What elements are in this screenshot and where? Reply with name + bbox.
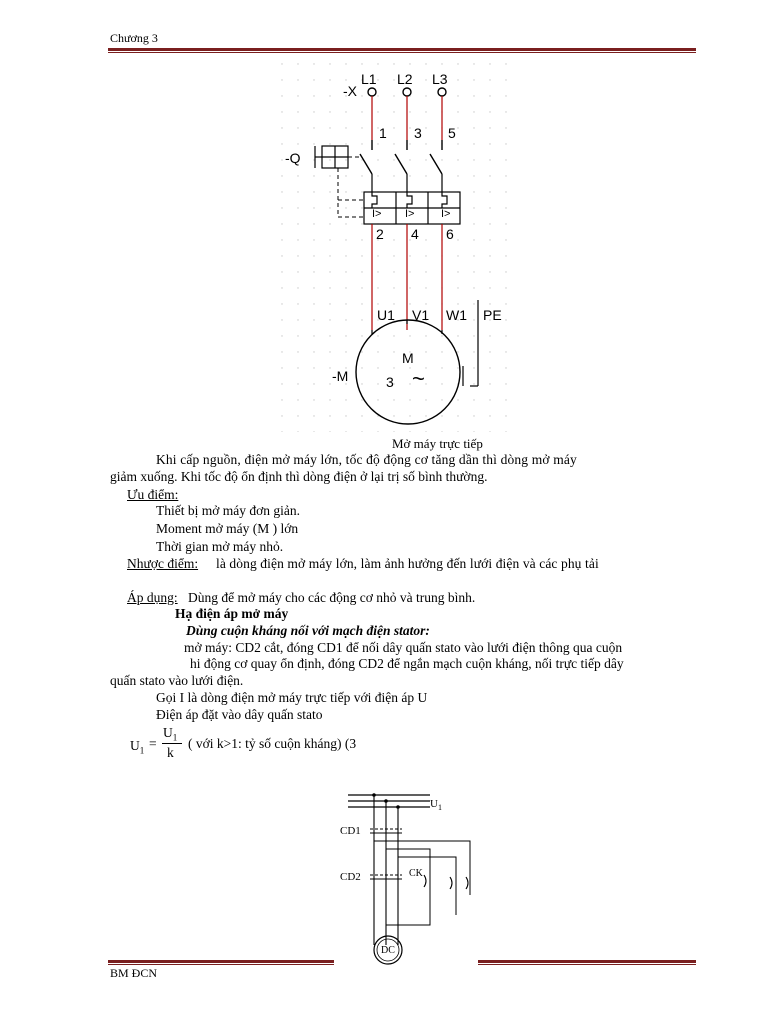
section-title: Hạ điện áp mở máy — [175, 606, 289, 621]
definition-line: Gọi I là dòng điện mở máy trực tiếp với điện áp U — [156, 690, 428, 705]
switch-q-label: -Q — [285, 150, 301, 166]
pe-label: PE — [483, 307, 502, 323]
l1-label: L1 — [361, 71, 377, 87]
paragraph-2-line-3: quấn stato vào lưới điện. — [110, 673, 244, 688]
disadvantages-text: là dòng điện mở máy lớn, làm ảnh hưởng đến lưới điện và các phụ tải — [216, 556, 599, 571]
paragraph-2-line-1: mở máy: CD2 cắt, đóng CD1 để nối dây quấn stato vào lưới điện thông qua cuộn — [184, 640, 623, 655]
advantage-2: Moment mở máy (M ) lớn — [156, 521, 299, 536]
formula-denominator: k — [167, 745, 174, 760]
voltage-line: Điện áp đặt vào dây quấn stato — [156, 707, 323, 722]
footer-department: BM ĐCN — [110, 966, 158, 980]
u1-label: U1 — [377, 307, 395, 323]
bus-u1-label: $U_1$ — [430, 798, 442, 813]
footer-rule-left — [108, 960, 334, 963]
overcurrent-1-label: I> — [372, 208, 382, 220]
formula-lhs: $U_1$ — [130, 738, 145, 756]
ck-label: CK — [409, 868, 423, 879]
terminal-3-label: 3 — [414, 125, 422, 141]
w1-label: W1 — [446, 307, 467, 323]
paragraph-2-line-2: hi động cơ quay ổn định, đóng CD2 để ngắn mạch cuộn kháng, nối trực tiếp dây — [190, 656, 624, 671]
terminal-2-label: 2 — [376, 226, 384, 242]
motor-ac-symbol: ~ — [412, 366, 425, 391]
formula-equals: = — [149, 736, 157, 751]
subsection-title: Dùng cuộn kháng nối với mạch điện stator: — [186, 623, 430, 638]
footer-rule-thin-left — [108, 964, 334, 965]
advantage-3: Thời gian mở máy nhỏ. — [156, 539, 284, 554]
motor-phase-3: 3 — [386, 374, 394, 390]
paragraph-1-line-1: Khi cấp nguồn, điện mở máy lớn, tốc độ động cơ tăng dần thì dòng mở máy — [156, 452, 577, 467]
overcurrent-3-label: I> — [441, 208, 451, 220]
terminal-1-label: 1 — [379, 125, 387, 141]
advantages-heading: Ưu điểm: — [127, 487, 179, 502]
header-rule-thin — [108, 52, 696, 53]
motor-m-label: -M — [332, 368, 349, 384]
terminal-4-label: 4 — [411, 226, 419, 242]
paragraph-1-line-2: giảm xuống. Khi tốc độ ổn định thì dòng điện ở lại trị số bình thường. — [110, 469, 488, 484]
fraction-bar — [162, 743, 182, 744]
disadvantages-heading: Nhược điểm: — [127, 556, 199, 571]
l3-label: L3 — [432, 71, 448, 87]
figure-caption: Mở máy trực tiếp — [392, 436, 483, 451]
direct-start-circuit-diagram — [280, 62, 520, 432]
terminal-x-label: -X — [343, 83, 357, 99]
overcurrent-2-label: I> — [405, 208, 415, 220]
cd1-label: CD1 — [340, 825, 361, 837]
terminal-6-label: 6 — [446, 226, 454, 242]
footer-rule-right — [478, 960, 696, 963]
cd2-label: CD2 — [340, 871, 361, 883]
application-heading: Áp dụng: — [127, 590, 178, 605]
formula-numerator: $U_1$ — [163, 725, 178, 743]
footer-rule-thin-right — [478, 964, 696, 965]
advantage-1: Thiết bị mở máy đơn giản. — [156, 503, 301, 518]
motor-symbol-m: M — [402, 350, 414, 366]
v1-label: V1 — [412, 307, 430, 323]
dc-motor-label: DC — [381, 945, 395, 956]
l2-label: L2 — [397, 71, 413, 87]
terminal-5-label: 5 — [448, 125, 456, 141]
formula-note: ( với k>1: tỷ số cuộn kháng) (3 — [188, 736, 357, 751]
chapter-header: Chương 3 — [110, 31, 158, 45]
header-rule — [108, 48, 696, 51]
application-text: Dùng để mở máy cho các động cơ nhỏ và trung bình. — [188, 590, 476, 605]
